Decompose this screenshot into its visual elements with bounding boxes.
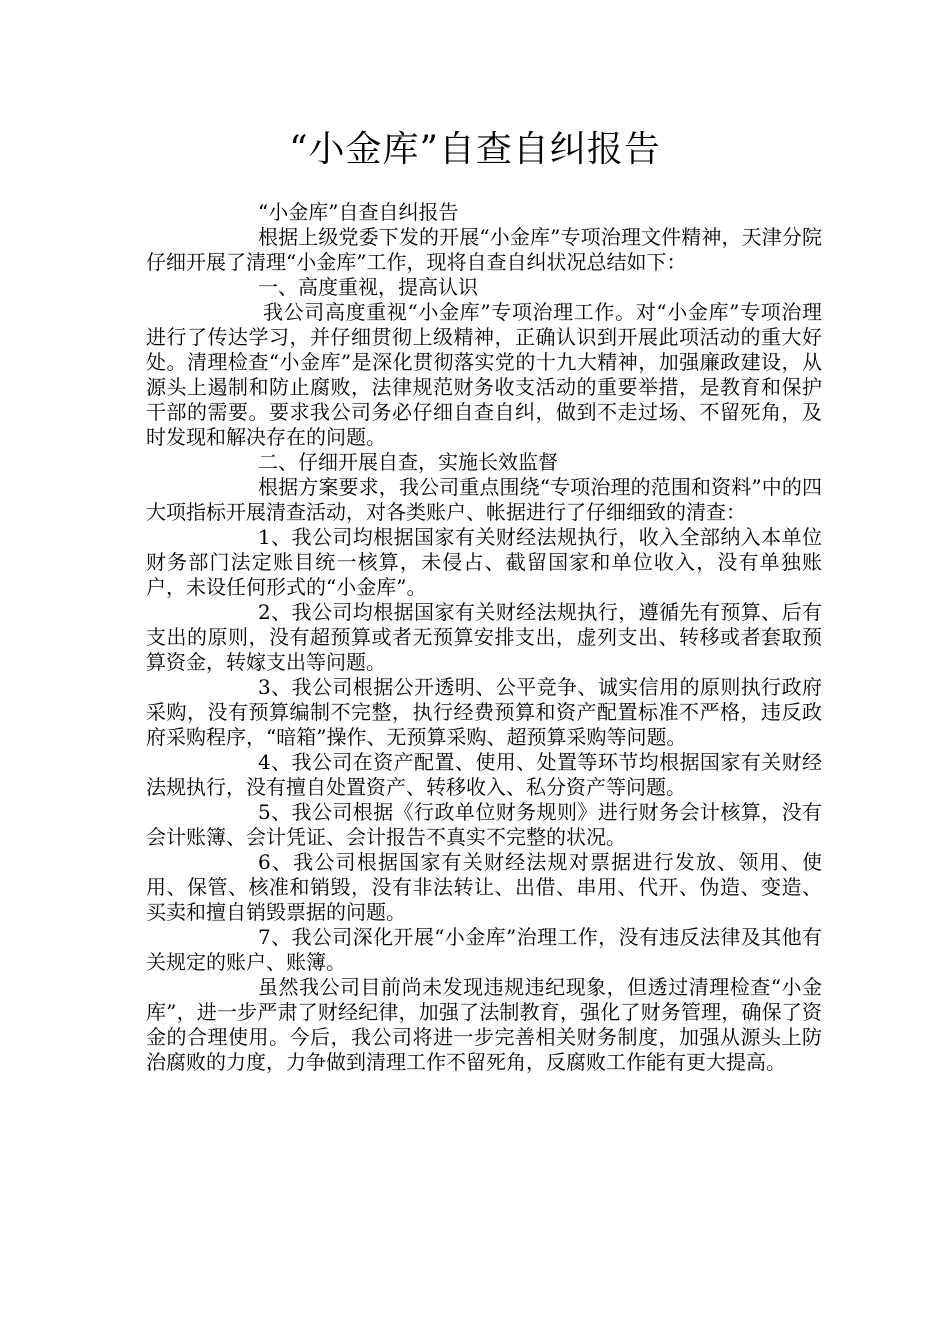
- document-title: “小金库”自查自纠报告: [289, 129, 661, 170]
- list-item-5: 5、我公司根据《行政单位财务规则》进行财务会计核算，没有会计账簿、会计凭证、会计报告不真实不完整的状况。: [146, 800, 822, 849]
- document-subtitle: “小金库”自查自纠报告: [258, 200, 459, 224]
- paragraph-intro: 根据上级党委下发的开展“小金库”专项治理文件精神，天津分院仔细开展了清理“小金库”工作，现将自查自纠状况总结如下：: [146, 225, 822, 274]
- list-item-6: 6、我公司根据国家有关财经法规对票据进行发放、领用、使用、保管、核准和销毁，没有非法转让、出借、串用、代开、伪造、变造、买卖和擅自销毁票据的问题。: [146, 850, 822, 924]
- list-item-1: 1、我公司均根据国家有关财经法规执行，收入全部纳入本单位财务部门法定账目统一核算，未侵占、截留国家和单位收入，没有单独账户，未设任何形式的“小金库”。: [146, 525, 822, 599]
- list-item-2: 2、我公司均根据国家有关财经法规执行，遵循先有预算、后有支出的原则，没有超预算或者无预算安排支出，虚列支出、转移或者套取预算资金，转嫁支出等问题。: [146, 600, 822, 674]
- paragraph-section-1: 我公司高度重视“小金库”专项治理工作。对“小金库”专项治理进行了传达学习，并仔细贯彻上级精神，正确认识到开展此项活动的重大好处。清理检查“小金库”是深化贯彻落实党的十九大精神，加强廉政建设，从源头上遏制和防止腐败，法律规范财务收支活动的重要举措，是教育和保护干部的需要。要求我公司务必仔细自查自纠，做到不走过场、不留死角，及时发现和解决存在的问题。: [146, 300, 822, 449]
- section-heading-1: 一、高度重视，提高认识: [258, 275, 478, 299]
- list-item-3: 3、我公司根据公开透明、公平竞争、诚实信用的原则执行政府采购，没有预算编制不完整，执行经费预算和资产配置标准不严格，违反政府采购程序，“暗箱”操作、无预算采购、超预算采购等问题。: [146, 675, 822, 749]
- paragraph-conclusion: 虽然我公司目前尚未发现违规违纪现象，但透过清理检查“小金库”，进一步严肃了财经纪律，加强了法制教育，强化了财务管理，确保了资金的合理使用。今后，我公司将进一步完善相关财务制度，加强从源头上防治腐败的力度，力争做到清理工作不留死角，反腐败工作能有更大提高。: [146, 975, 822, 1074]
- section-heading-2: 二、仔细开展自查，实施长效监督: [258, 450, 558, 474]
- list-item-7: 7、我公司深化开展“小金库”治理工作，没有违反法律及其他有关规定的账户、账簿。: [146, 925, 822, 974]
- list-item-4: 4、我公司在资产配置、使用、处置等环节均根据国家有关财经法规执行，没有擅自处置资产、转移收入、私分资产等问题。: [146, 750, 822, 799]
- document-body: [146, 200, 822, 1075]
- paragraph-section-2: 根据方案要求，我公司重点围绕“专项治理的范围和资料”中的四大项指标开展清查活动，对各类账户、帐据进行了仔细细致的清查：: [146, 475, 822, 524]
